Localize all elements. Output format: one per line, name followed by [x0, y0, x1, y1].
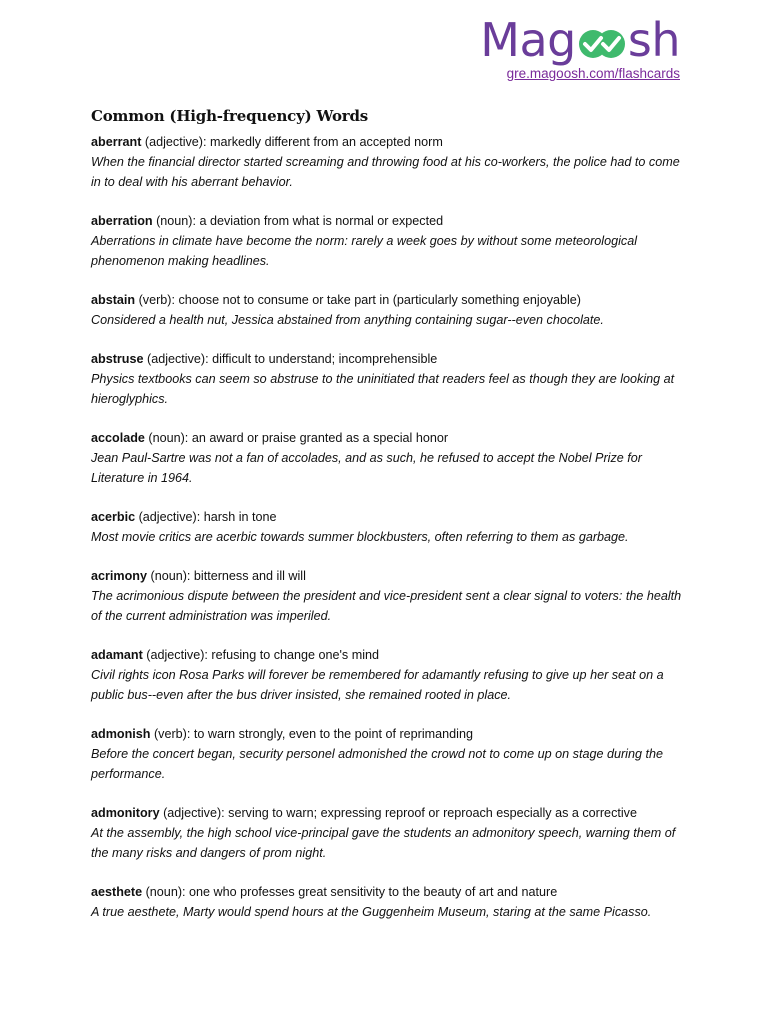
word-entry	[91, 428, 691, 488]
example-sentence: Jean Paul-Sartre was not a fan of accolades, and as such, he refused to accept the Nobel Prize for Literature in 1964.	[91, 451, 642, 485]
example-sentence: Considered a health nut, Jessica abstained from anything containing sugar--even chocolate.	[91, 313, 604, 327]
example-sentence: At the assembly, the high school vice-principal gave the students an admonitory speech, warning them of the many risks and dangers of prom night.	[91, 826, 676, 860]
word-definition: an award or praise granted as a special honor	[191, 431, 449, 445]
word-list	[91, 106, 691, 941]
part-of-speech: (adjective):	[144, 135, 207, 149]
definition-line	[91, 566, 691, 586]
definition-line	[91, 724, 691, 744]
word-term: abstruse	[91, 352, 144, 366]
word-term: accolade	[91, 431, 145, 445]
part-of-speech: (noun):	[145, 885, 186, 899]
word-definition: to warn strongly, even to the point of reprimanding	[193, 727, 473, 741]
word-definition: one who professes great sensitivity to the beauty of art and nature	[189, 885, 558, 899]
logo-text-left: Mag	[480, 13, 576, 67]
word-entry	[91, 211, 691, 271]
part-of-speech: (adjective):	[163, 806, 225, 820]
word-entry	[91, 882, 691, 922]
flashcards-link[interactable]: gre.magoosh.com/flashcards	[506, 66, 680, 81]
word-entry	[91, 132, 691, 192]
part-of-speech: (noun):	[148, 431, 189, 445]
word-term: admonish	[91, 727, 151, 741]
word-definition: bitterness and ill will	[193, 569, 306, 583]
section-title: Common (High-frequency) Words	[91, 107, 368, 125]
example-sentence: The acrimonious dispute between the president and vice-president sent a clear signal to voters: the health of the current administration was imperiled.	[91, 589, 682, 623]
word-entry	[91, 724, 691, 784]
part-of-speech: (adjective):	[138, 510, 201, 524]
example-sentence: Civil rights icon Rosa Parks will forever be remembered for adamantly refusing to give up her seat on a public bus--even after the bus driver insisted, she remained rooted in place.	[91, 668, 664, 702]
definition-line	[91, 803, 691, 823]
example-sentence: Before the concert began, security personel admonished the crowd not to come up on stage during the performance.	[91, 747, 663, 781]
word-term: acerbic	[91, 510, 136, 524]
example-sentence: Physics textbooks can seem so abstruse to the uninitiated that readers feel as though they are looking at hieroglyphics.	[91, 372, 675, 406]
word-definition: a deviation from what is normal or expected	[199, 214, 444, 228]
word-entry	[91, 803, 691, 863]
part-of-speech: (noun):	[156, 214, 196, 228]
example-sentence: When the financial director started screaming and throwing food at his co-workers, the police had to come in to deal with his aberrant behavior.	[91, 155, 680, 189]
word-definition: markedly different from an accepted norm	[210, 135, 443, 149]
word-definition: serving to warn; expressing reproof or reproach especially as a corrective	[228, 806, 637, 820]
word-term: adamant	[91, 648, 143, 662]
word-term: abstain	[91, 293, 136, 307]
logo-text-right: sh	[627, 13, 680, 67]
entries-container	[91, 132, 691, 922]
double-check-circles-icon	[577, 27, 627, 61]
word-term: aberration	[91, 214, 153, 228]
word-definition: refusing to change one's mind	[211, 648, 380, 662]
example-sentence: Aberrations in climate have become the norm: rarely a week goes by without some meteorological phenomenon making headlines.	[91, 234, 637, 268]
word-definition: harsh in tone	[203, 510, 277, 524]
definition-line	[91, 428, 691, 448]
word-entry	[91, 566, 691, 626]
word-entry	[91, 645, 691, 705]
part-of-speech: (verb):	[153, 727, 191, 741]
part-of-speech: (noun):	[150, 569, 191, 583]
word-term: acrimony	[91, 569, 147, 583]
word-entry	[91, 507, 691, 547]
part-of-speech: (adjective):	[147, 352, 209, 366]
definition-line	[91, 290, 691, 310]
definition-line	[91, 211, 691, 231]
definition-line	[91, 132, 691, 152]
word-entry	[91, 290, 691, 330]
example-sentence: Most movie critics are acerbic towards summer blockbusters, often referring to them as garbage.	[91, 530, 629, 544]
word-definition: choose not to consume or take part in (particularly something enjoyable)	[178, 293, 581, 307]
example-sentence: A true aesthete, Marty would spend hours at the Guggenheim Museum, staring at the same Picasso.	[91, 905, 652, 919]
word-term: aesthete	[91, 885, 143, 899]
word-definition: difficult to understand; incomprehensible	[212, 352, 438, 366]
magoosh-logo	[480, 14, 680, 66]
part-of-speech: (adjective):	[146, 648, 208, 662]
word-term: aberrant	[91, 135, 142, 149]
part-of-speech: (verb):	[138, 293, 175, 307]
definition-line	[91, 882, 691, 902]
word-entry	[91, 349, 691, 409]
definition-line	[91, 349, 691, 369]
definition-line	[91, 645, 691, 665]
definition-line	[91, 507, 691, 527]
word-term: admonitory	[91, 806, 160, 820]
